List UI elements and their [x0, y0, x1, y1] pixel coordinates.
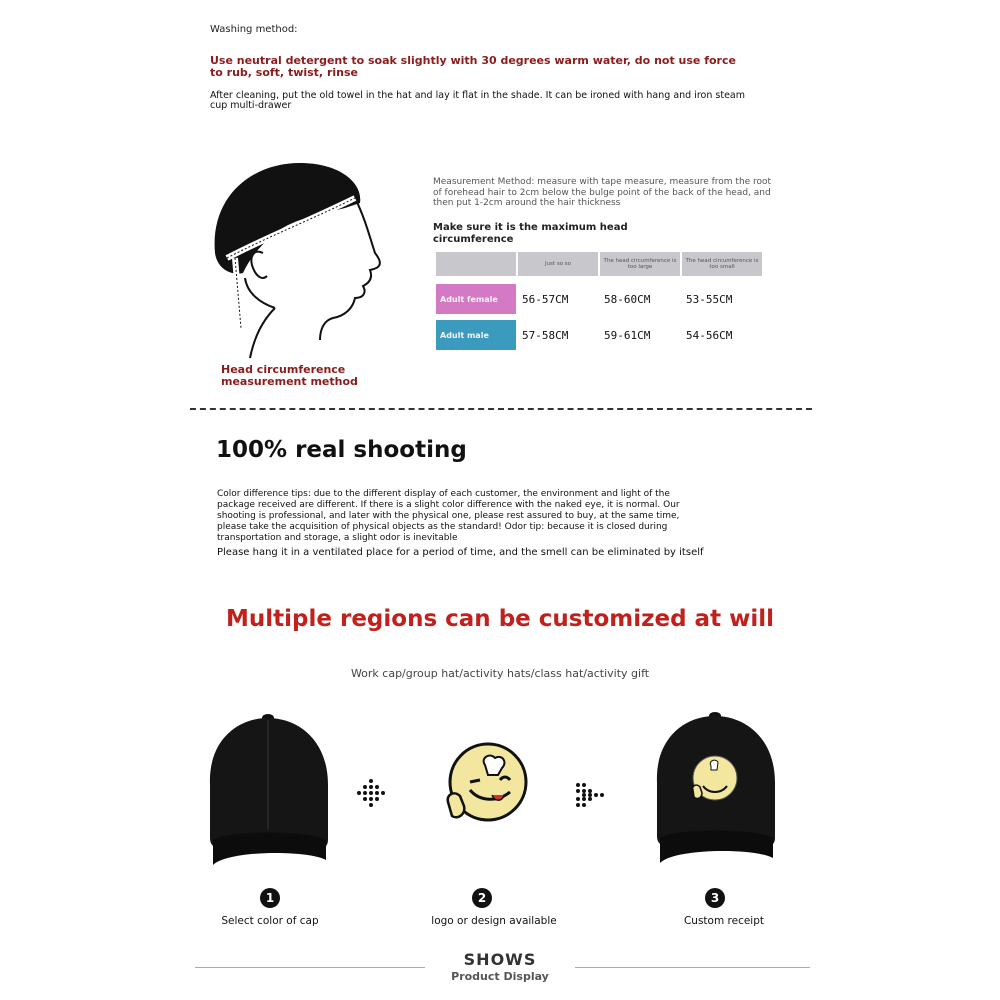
- row-label-adult-male: Adult male: [436, 320, 516, 350]
- size-table-header: [436, 252, 516, 276]
- washing-instruction: Use neutral detergent to soak slightly with 30 degrees warm water, do not use force to rub, soft, twist, rinse: [210, 54, 736, 79]
- washing-method-title: Washing method:: [210, 24, 298, 35]
- real-shooting-title: 100% real shooting: [216, 437, 467, 463]
- table-cell: 53-55CM: [686, 292, 733, 306]
- odor-hang-tip: Please hang it in a ventilated place for a period of time, and the smell can be eliminated by itself: [217, 547, 704, 558]
- size-table-header: The head circumference is too small: [682, 252, 762, 276]
- washing-note: After cleaning, put the old towel in the hat and lay it flat in the shade. It can be ironed with hang and iron steam cup multi-drawer: [210, 90, 745, 111]
- table-cell: 58-60CM: [604, 292, 651, 306]
- dotted-arrow-icon: [355, 778, 387, 810]
- step-3-badge: 3: [705, 888, 725, 908]
- table-cell: 59-61CM: [604, 328, 651, 342]
- table-cell: 54-56CM: [686, 328, 733, 342]
- table-cell: 56-57CM: [522, 292, 569, 306]
- measurement-make-sure: Make sure it is the maximum head circumference: [433, 222, 628, 245]
- measurement-method-text: Measurement Method: measure with tape measure, measure from the root of forehead hair to 2cm below the bulge point of the back of the head, and then put 1-2cm around the hair thickness: [433, 177, 772, 208]
- customization-subtitle: Work cap/group hat/activity hats/class hat/activity gift: [350, 667, 650, 680]
- size-table-header-row: [436, 252, 762, 276]
- plain-cap-image: [198, 710, 338, 875]
- section-divider: [190, 408, 812, 410]
- size-table: [434, 252, 764, 350]
- step-1-label: Select color of cap: [221, 915, 319, 927]
- step-3-label: Custom receipt: [683, 915, 765, 927]
- table-cell: 57-58CM: [522, 328, 569, 342]
- emoji-logo-image: [440, 740, 530, 830]
- custom-cap-image: [645, 708, 785, 873]
- dotted-chevron-arrow-icon: [575, 782, 605, 808]
- step-1-badge: 1: [260, 888, 280, 908]
- size-table-header: The head circumference is too large: [600, 252, 680, 276]
- size-table-header: Just so so: [518, 252, 598, 276]
- step-2-badge: 2: [472, 888, 492, 908]
- shows-heading: SHOWS: [463, 950, 537, 969]
- head-measurement-illustration: [205, 158, 395, 363]
- row-label-adult-female: Adult female: [436, 284, 516, 314]
- customization-title: Multiple regions can be customized at will: [226, 606, 774, 632]
- color-difference-tips: Color difference tips: due to the different display of each customer, the environment and light of the package received are different. If there is a slight color difference with the naked eye, it is normal. Our shooting is professional, and later with the physical one, please rest assured to buy, at the same time, please take the acquisition of physical objects as the standard! Odor tip: because it is closed during transportation and storage, a slight odor is inevitable: [217, 489, 680, 543]
- step-2-label: logo or design available: [431, 915, 557, 927]
- footer-line-left: [195, 967, 425, 968]
- product-display-subheading: Product Display: [451, 970, 549, 983]
- table-row: [436, 284, 762, 314]
- table-row: [436, 320, 762, 350]
- head-measurement-caption: Head circumference measurement method: [221, 363, 358, 388]
- footer-line-right: [575, 967, 810, 968]
